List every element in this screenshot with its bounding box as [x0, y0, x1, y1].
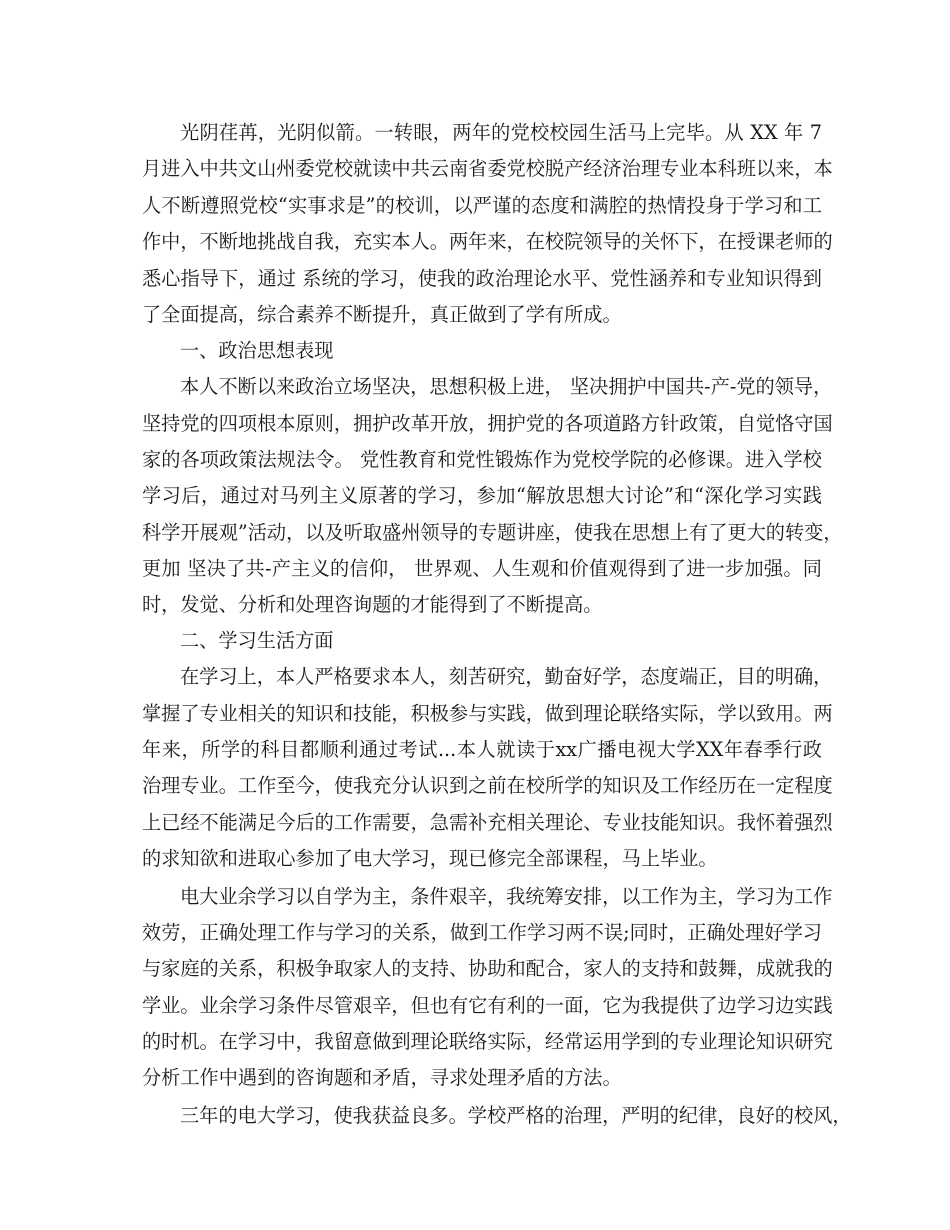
text-line: 家的各项政策法规法令。 党性教育和党性锻炼作为党校学院的必修课。进入学校	[142, 448, 822, 471]
text-line: 与家庭的关系，积极争取家人的支持、协助和配合，家人的支持和鼓舞，成就我的	[142, 957, 833, 980]
text-line: 月进入中共文山州委党校就读中共云南省委党校脱产经济治理专业本科班以来，本	[142, 157, 833, 180]
section-heading: 一、政治思想表现	[180, 339, 334, 362]
text-line: 上已经不能满足今后的工作需要，急需补充相关理论、专业技能知识。我怀着强烈	[142, 811, 833, 834]
text-line: 科学开展观”活动，以及听取盛州领导的专题讲座，使我在思想上有了更大的转变，	[142, 521, 843, 544]
text-line: 学业。业余学习条件尽管艰辛，但也有它有利的一面，它为我提供了边学习边实践	[142, 994, 833, 1017]
text-line: 坚持党的四项根本原则，拥护改革开放，拥护党的各项道路方针政策，自觉恪守国	[142, 412, 833, 435]
text-line: 了全面提高，综合素养不断提升，真正做到了学有所成。	[142, 303, 622, 326]
text-line: 治理专业。工作至今，使我充分认识到之前在校所学的知识及工作经历在一定程度	[142, 774, 833, 797]
text-line: 掌握了专业相关的知识和技能，积极参与实践，做到理论联络实际，学以致用。两	[142, 702, 833, 725]
text-line: 电大业余学习以自学为主，条件艰辛，我统筹安排，以工作为主，学习为工作	[180, 885, 833, 908]
text-line: 作中，不断地挑战自我，充实本人。两年来，在校院领导的关怀下，在授课老师的	[142, 230, 833, 253]
text-line: 更加 坚决了共-产主义的信仰， 世界观、人生观和价值观得到了进一步加强。同	[142, 557, 822, 580]
text-line: 本人不断以来政治立场坚决，思想积极上进， 坚决拥护中国共-产-党的领导，	[180, 375, 833, 398]
text-line: 学习后，通过对马列主义原著的学习，参加“解放思想大讨论”和“深化学习实践	[142, 484, 822, 507]
text-line: 的时机。在学习中，我留意做到理论联络实际，经常运用学到的专业理论知识研究	[142, 1030, 833, 1053]
text-line: 分析工作中遇到的咨询题和矛盾，寻求处理矛盾的方法。	[142, 1066, 622, 1089]
section-heading: 二、学习生活方面	[180, 629, 334, 652]
text-line: 时，发觉、分析和处理咨询题的才能得到了不断提高。	[142, 593, 603, 616]
text-line: 年来，所学的科目都顺利通过考试...本人就读于xx广播电视大学XX年春季行政	[142, 738, 822, 761]
text-line: 三年的电大学习，使我获益良多。学校严格的治理，严明的纪律，良好的校风，	[180, 1104, 852, 1127]
text-line: 悉心指导下，通过 系统的学习，使我的政治理论水平、党性涵养和专业知识得到	[142, 267, 822, 290]
text-line: 的求知欲和进取心参加了电大学习，现已修完全部课程，马上毕业。	[142, 847, 718, 870]
text-line: 人不断遵照党校“实事求是”的校训，以严谨的态度和满腔的热情投身于学习和工	[142, 194, 822, 217]
text-line: 效劳，正确处理工作与学习的关系，做到工作学习两不误;同时，正确处理好学习	[142, 921, 822, 944]
text-line: 在学习上，本人严格要求本人，刻苦研究，勤奋好学，态度端正，目的明确，	[180, 665, 833, 688]
text-line: 光阴荏苒，光阴似箭。一转眼，两年的党校校园生活马上完毕。从 XX 年 7	[180, 121, 822, 144]
